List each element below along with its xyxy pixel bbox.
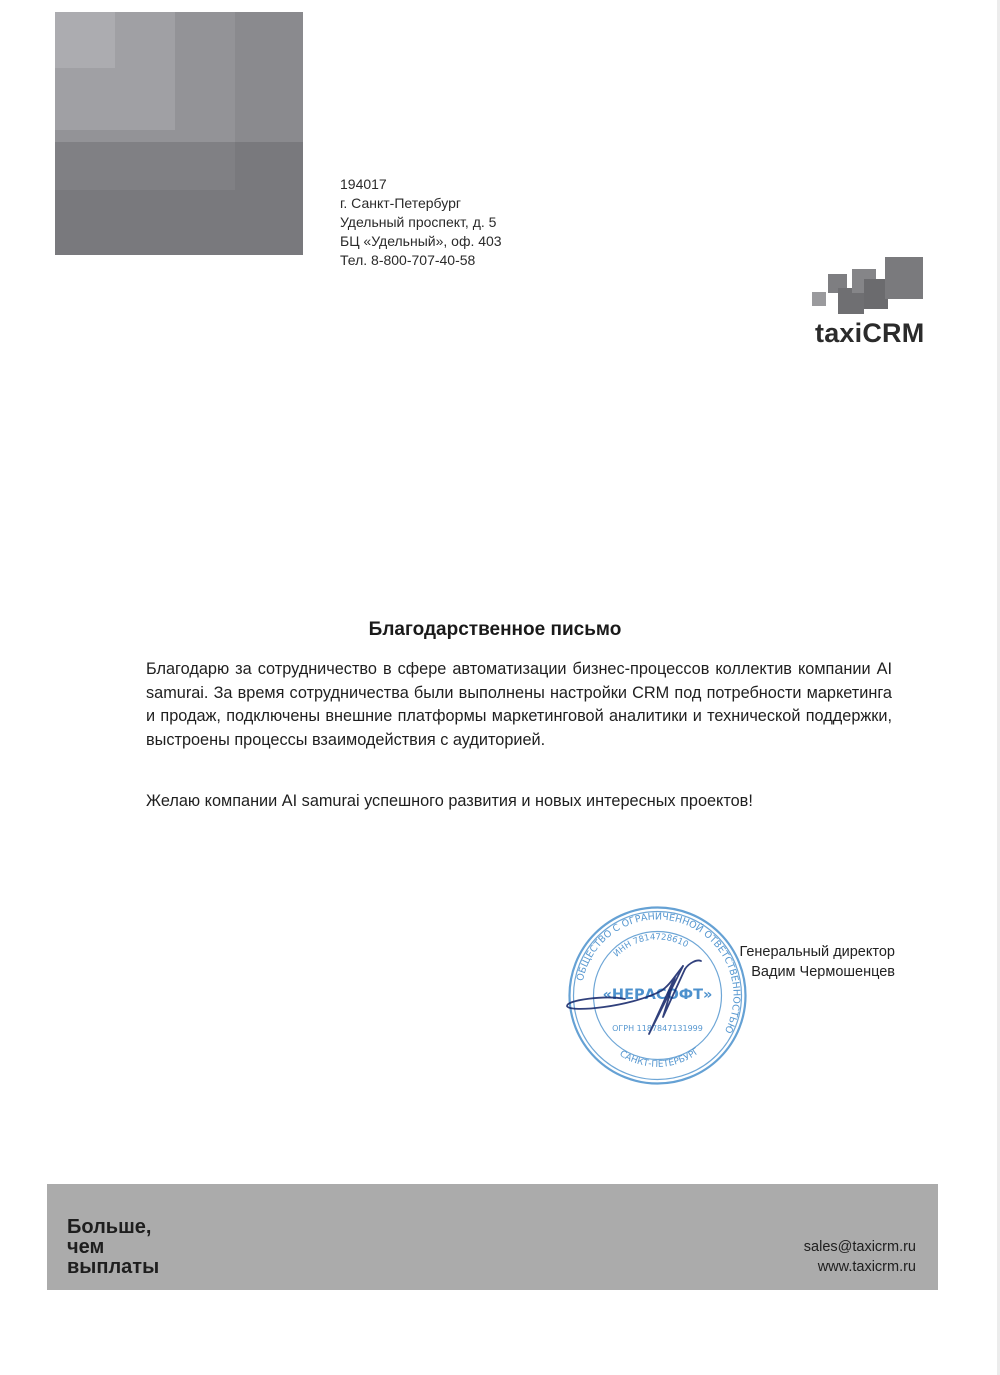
address-city: г. Санкт-Петербург bbox=[340, 195, 461, 211]
letter-closing: Желаю компании AI samurai успешного развития и новых интересных проектов! bbox=[146, 792, 753, 810]
footer-email: sales@taxicrm.ru bbox=[803, 1239, 916, 1255]
letter-title: Благодарственное письмо bbox=[368, 619, 622, 640]
logo-icon bbox=[812, 255, 927, 315]
signature-block bbox=[660, 942, 895, 982]
slogan-line: чем bbox=[67, 1236, 105, 1258]
footer-website: www.taxicrm.ru bbox=[817, 1259, 916, 1275]
svg-text:САНКТ-ПЕТЕРБУРГ bbox=[618, 1047, 702, 1070]
company-address bbox=[340, 175, 502, 270]
footer-band bbox=[47, 1184, 938, 1290]
footer-slogan bbox=[67, 1217, 159, 1277]
stamp-ogrn-text: ОГРН 1187847131999 bbox=[612, 1024, 703, 1033]
corner-decoration bbox=[55, 12, 303, 255]
address-street: Удельный проспект, д. 5 bbox=[340, 214, 497, 230]
slogan-line: выплаты bbox=[67, 1256, 160, 1278]
letter-body: Благодарю за сотрудничество в сфере автоматизации бизнес-процессов коллектив компании AI samurai. За время сотрудничества были выполнены настройки CRM под потребности маркетинга и продаж, подключены внешние платформы маркетинговой аналитики и технической поддержки, выстроены процессы взаимодействия с аудиторией. bbox=[146, 660, 892, 749]
slogan-line: Больше, bbox=[67, 1216, 152, 1238]
footer-contacts bbox=[804, 1237, 916, 1277]
address-postcode: 194017 bbox=[340, 176, 387, 192]
stamp-city-text: САНКТ-ПЕТЕРБУРГ bbox=[617, 1046, 702, 1070]
stamp-outer-text: ОБЩЕСТВО С ОГРАНИЧЕННОЙ ОТВЕТСТВЕННОСТЬЮ bbox=[574, 911, 742, 1035]
address-phone: Тел. 8-800-707-40-58 bbox=[340, 252, 476, 268]
signer-name: Вадим Чермошенцев bbox=[751, 964, 895, 980]
logo-text: taxiCRM bbox=[815, 318, 925, 348]
stamp-company-name: «НЕРАСОФТ» bbox=[602, 987, 713, 1003]
signer-position: Генеральный директор bbox=[739, 944, 895, 960]
company-stamp bbox=[565, 903, 750, 1088]
stamp-inn-text: ИНН 7814728610 bbox=[611, 932, 690, 960]
address-office: БЦ «Удельный», оф. 403 bbox=[340, 233, 502, 249]
